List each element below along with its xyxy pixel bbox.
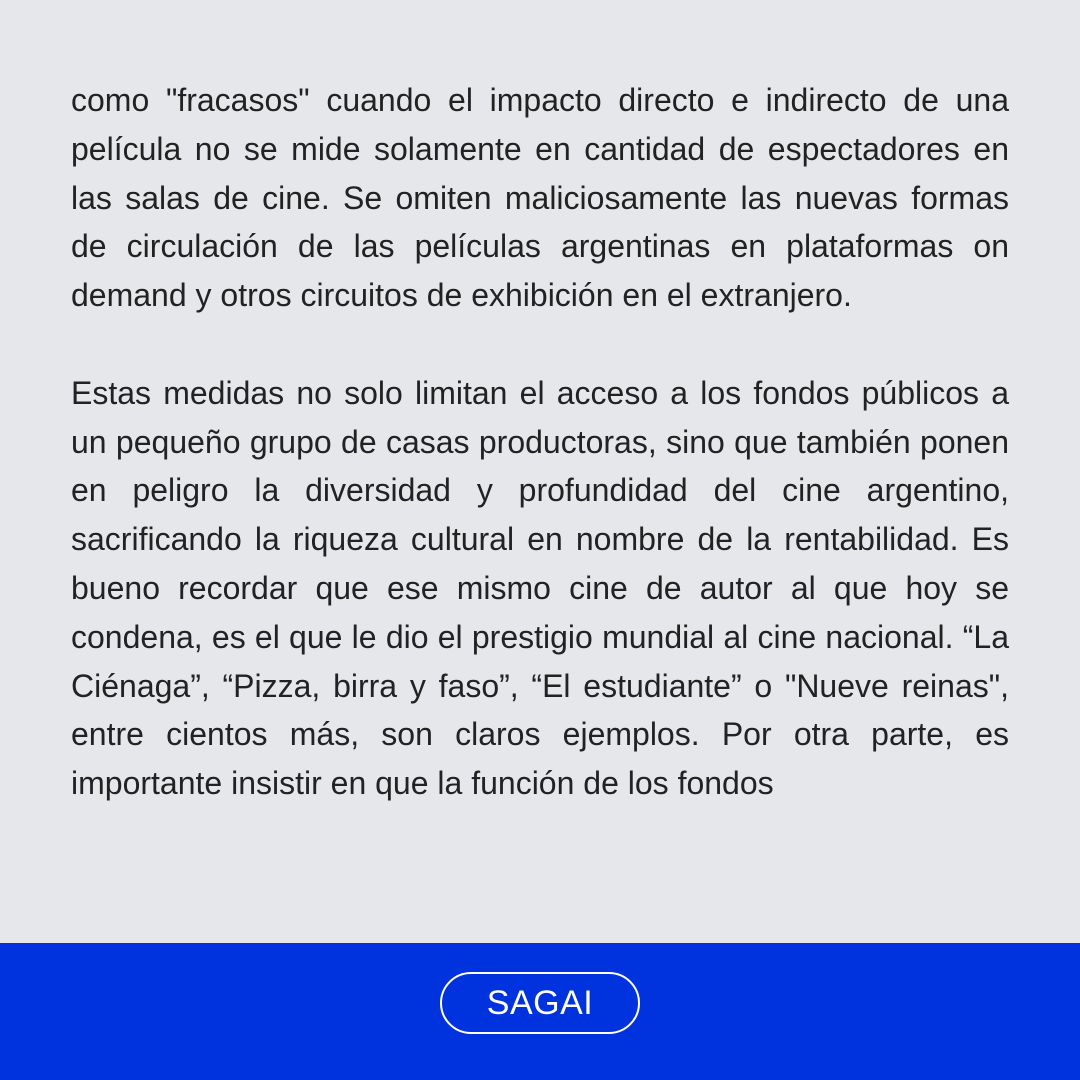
brand-logo-pill — [440, 972, 640, 1034]
article-paragraph-2: Estas medidas no solo limitan el acceso a los fondos públicos a un pequeño grupo de casas productoras, sino que también ponen en peligro la diversidad y profundidad del cine argentino, sacrificando la riqueza cultural en nombre de la rentabilidad. Es bueno recordar que ese mismo cine de autor al que hoy se condena, es el que le dio el prestigio mundial al cine nacional. “La Ciénaga”, “Pizza, birra y faso”, “El estudiante” o "Nueve reinas", entre cientos más, son claros ejemplos. Por otra parte, es importante insistir en que la función de los fondos — [71, 374, 1009, 802]
article-paragraph-1: como "fracasos" cuando el impacto directo e indirecto de una película no se mide solamente en cantidad de espectadores en las salas de cine. Se omiten maliciosamente las nuevas formas de circulación de las películas argentinas en plataformas on demand y otros circuitos de exhibición en el extranjero. — [71, 82, 1009, 314]
article-body — [71, 76, 1009, 808]
footer-bar — [0, 943, 1080, 1080]
brand-name: SAGAI — [486, 983, 594, 1022]
